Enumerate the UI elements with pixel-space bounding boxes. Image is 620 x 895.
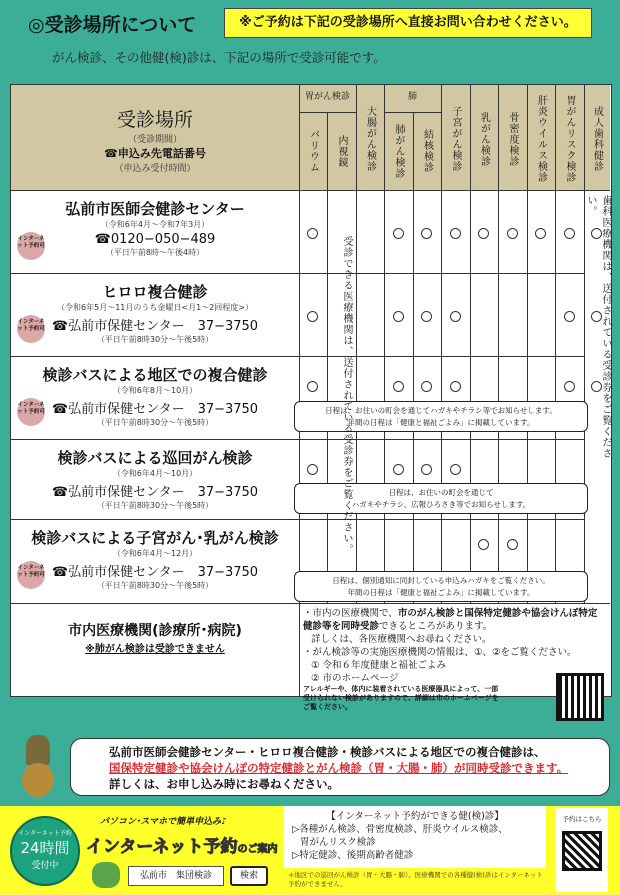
bubble-line2: 国保特定健診や協会けんぽの特定健診とがん検診（胃・大腸・肺）が同時受診できます。: [109, 761, 569, 775]
place-hours: （平日午前8時～午後4時）: [105, 248, 205, 257]
available-circle-mark: [421, 311, 432, 322]
bubble-line1: 弘前市医師会健診センター・ヒロロ複合健診・検診バスによる地区での複合健診は、: [109, 745, 546, 759]
schedule-notice-line: 日程は、お住いの町会を通じてハガキやチラシ等でお知らせします。: [325, 406, 557, 415]
available-circle-mark: [450, 228, 461, 239]
available-circle-mark: [307, 464, 318, 475]
available-circle-mark: [393, 381, 404, 392]
clinic-line3: ・がん検診等の実施医療機関の情報は、①、②をご覧ください。: [303, 647, 577, 658]
subtitle: がん検診、その他健(検)診は、下記の場所で受診可能です。: [52, 50, 386, 65]
available-circle-mark: [450, 381, 461, 392]
row-divider: [11, 356, 584, 357]
available-circle-mark: [450, 464, 461, 475]
available-circle-mark: [421, 464, 432, 475]
row-divider: [11, 273, 584, 274]
column-header: 内視鏡: [336, 134, 347, 168]
group-lung: 肺: [407, 92, 417, 102]
badge-big: 24時間: [20, 839, 70, 857]
mascot-image: [14, 735, 62, 803]
place-name: 検診バスによる地区での複合健診: [42, 366, 268, 384]
clinic-line1b: 市のがん検診と国保特定健診や協会けんぽ特定健診等を同時受診: [303, 608, 598, 632]
qr-box: [556, 808, 608, 892]
group-stomach: 胃がん検診: [304, 92, 350, 102]
place-phone: ☎0120−050−489: [94, 232, 216, 247]
reservation-note: ※ご予約は下記の受診場所へ直接お問い合わせください。: [224, 8, 592, 38]
place-period: （令和6年4月～10月）: [112, 469, 198, 478]
clinic-line1a: ・市内の医療機関で、: [303, 608, 398, 619]
place-phone: ☎弘前市保健センター 37−3750: [51, 485, 259, 500]
endoscopy-note: 受診できる医療機関は、送付されている受診券をご覧ください。: [341, 235, 352, 555]
available-circle-mark: [393, 311, 404, 322]
available-circle-mark: [507, 539, 518, 550]
place-cell: [11, 447, 299, 511]
clinic-line4: ① 令和６年度健康と福祉ごよみ: [311, 660, 447, 671]
place-period: （令和6年5月～11月のうち金曜日<月1～2回程度>）: [57, 303, 253, 312]
bubble-line3: 詳しくは、お申し込み時にお尋ねください。: [109, 777, 339, 791]
qr-code-homepage[interactable]: [556, 673, 604, 721]
available-circle-mark: [564, 311, 575, 322]
column-header: 乳がん検診: [478, 111, 490, 167]
clinic-line2: 詳しくは、各医療機関へお尋ねください。: [311, 634, 492, 645]
internet-reservation-badge: インターネット予約可: [17, 398, 45, 426]
available-circle-mark: [421, 381, 432, 392]
family-illustration: [92, 862, 120, 888]
logo-suffix: のご案内: [237, 844, 278, 855]
column-header: 骨密度検診: [507, 111, 518, 167]
clinic-warning: ※肺がん検診は受診できません: [85, 644, 225, 655]
available-circle-mark: [564, 228, 575, 239]
available-circle-mark: [393, 228, 404, 239]
catch-copy: パソコン･スマホで簡単申込み♪: [100, 817, 227, 827]
clinic-place: [11, 620, 299, 655]
place-name: 検診バスによる子宮がん･乳がん検診: [31, 529, 279, 547]
place-hours: （平日午前8時30分～午後5時）: [96, 418, 214, 427]
place-cell: [11, 364, 299, 428]
column-header: 成人歯科健診: [591, 106, 603, 172]
row-divider: [11, 603, 610, 604]
schedule-notice-line: ハガキやチラシ、広報ひろさき等でお知らせします。: [351, 500, 531, 509]
24h-badge: [10, 816, 80, 886]
speech-bubble: [70, 738, 610, 796]
schedule-notice-line: 日程は、お住いの町会を通じて: [388, 488, 494, 497]
schedule-notice-line: 年間の日程は「健康と福祉ごよみ」に掲載しています。: [347, 588, 535, 597]
place-phone: ☎弘前市保健センター 37−3750: [51, 319, 259, 334]
exam-location-table: [10, 84, 612, 711]
list-item-2: ▷特定健診、後期高齢者健診: [292, 850, 414, 861]
header-period: （受診期間）: [127, 135, 182, 145]
available-circle-mark: [307, 381, 318, 392]
internet-reservation-badge: インターネット予約可: [17, 232, 45, 260]
place-hours: （平日午前8時30分～午後5時）: [96, 581, 214, 590]
internet-exam-list: [284, 806, 546, 868]
internet-reservation-logo: [86, 832, 277, 857]
list-item-1b: 胃がんリスク検診: [300, 837, 376, 848]
place-period: （令和6年8月～10月）: [112, 386, 198, 395]
available-circle-mark: [564, 381, 575, 392]
qr-label: 予約はこちら: [562, 815, 602, 823]
list-item-1: ▷各種がん検診、骨密度検診、肝炎ウイルス検診、: [292, 824, 508, 835]
section-title: ◎受診場所について: [28, 14, 197, 36]
logo-text: インターネット予約: [86, 837, 238, 857]
place-name: 弘前市医師会健診センター: [65, 200, 245, 218]
clinic-name: 市内医療機関(診療所･病院): [68, 623, 242, 639]
footnote: ＊地区での巡回がん検診（胃・大腸・肺）、医療機関での各種健(検)診はインターネット予約ができません。: [288, 871, 543, 888]
header-place-title: 受診場所: [116, 109, 193, 131]
place-phone: ☎弘前市保健センター 37−3750: [51, 402, 259, 417]
column-header: バリウム: [307, 129, 319, 173]
place-cell: [11, 198, 299, 258]
search-button[interactable]: 検索: [230, 866, 268, 886]
column-header: 結核検診: [421, 129, 433, 173]
place-phone: ☎弘前市保健センター 37−3750: [51, 565, 259, 580]
row-divider: [11, 439, 584, 440]
available-circle-mark: [478, 539, 489, 550]
column-header: 肝炎ウイルス検診: [535, 95, 547, 183]
place-cell: [11, 527, 299, 591]
available-circle-mark: [421, 228, 432, 239]
internet-reservation-badge: インターネット予約可: [17, 315, 45, 343]
row-divider: [11, 190, 610, 191]
available-circle-mark: [307, 311, 318, 322]
column-header: 胃がんリスク検診: [564, 95, 575, 183]
internet-reservation-badge: インターネット予約可: [17, 561, 45, 589]
dental-note: 歯科医療機関は、送付されている受診券をご覧ください。: [585, 195, 611, 459]
header-phone: ☎申込み先電話番号: [104, 147, 206, 160]
place-name: ヒロロ複合健診: [102, 283, 208, 301]
column-header: 子宮がん検診: [450, 106, 461, 172]
available-circle-mark: [535, 228, 546, 239]
schedule-notice-line: 日程は、個別通知に同封している申込みハガキをご覧ください。: [332, 576, 550, 585]
place-hours: （平日午前8時30分～午後5時）: [96, 501, 214, 510]
available-circle-mark: [478, 228, 489, 239]
clinic-line1c: できるところがあります。: [379, 621, 493, 632]
available-circle-mark: [450, 311, 461, 322]
column-header: 大腸がん検診: [364, 106, 376, 172]
qr-code-reservation[interactable]: [562, 831, 602, 871]
list-title: 【インターネット予約ができる健(検)診】: [326, 811, 504, 822]
place-hours: （平日午前8時30分～午後5時）: [96, 335, 214, 344]
badge-top: インターネット予約: [18, 830, 72, 837]
clinic-line5: ② 市のホームページ: [311, 673, 399, 684]
internet-reservation-banner: [0, 806, 620, 895]
search-input[interactable]: 弘前市 集団検診: [128, 866, 224, 886]
row-divider: [11, 519, 584, 520]
header-place: [11, 105, 299, 174]
header-hours: （申込み受付時間）: [114, 164, 196, 174]
available-circle-mark: [307, 228, 318, 239]
available-circle-mark: [507, 228, 518, 239]
place-cell: [11, 281, 299, 345]
available-circle-mark: [393, 464, 404, 475]
place-period: （令和6年4月～12月）: [112, 549, 198, 558]
allergy-note: アレルギーや、体内に装着されている医療器具によって、一部受けられない検診がありますので、詳細は市のホームページをご覧ください。: [303, 685, 499, 711]
column-header: 肺がん検診: [393, 123, 404, 179]
badge-bottom: 受付中: [31, 861, 59, 871]
place-period: （令和6年4月～令和7年3月）: [100, 220, 210, 229]
schedule-notice-line: 年間の日程は「健康と福祉ごよみ」に掲載しています。: [347, 418, 535, 427]
place-name: 検診バスによる巡回がん検診: [57, 449, 253, 467]
